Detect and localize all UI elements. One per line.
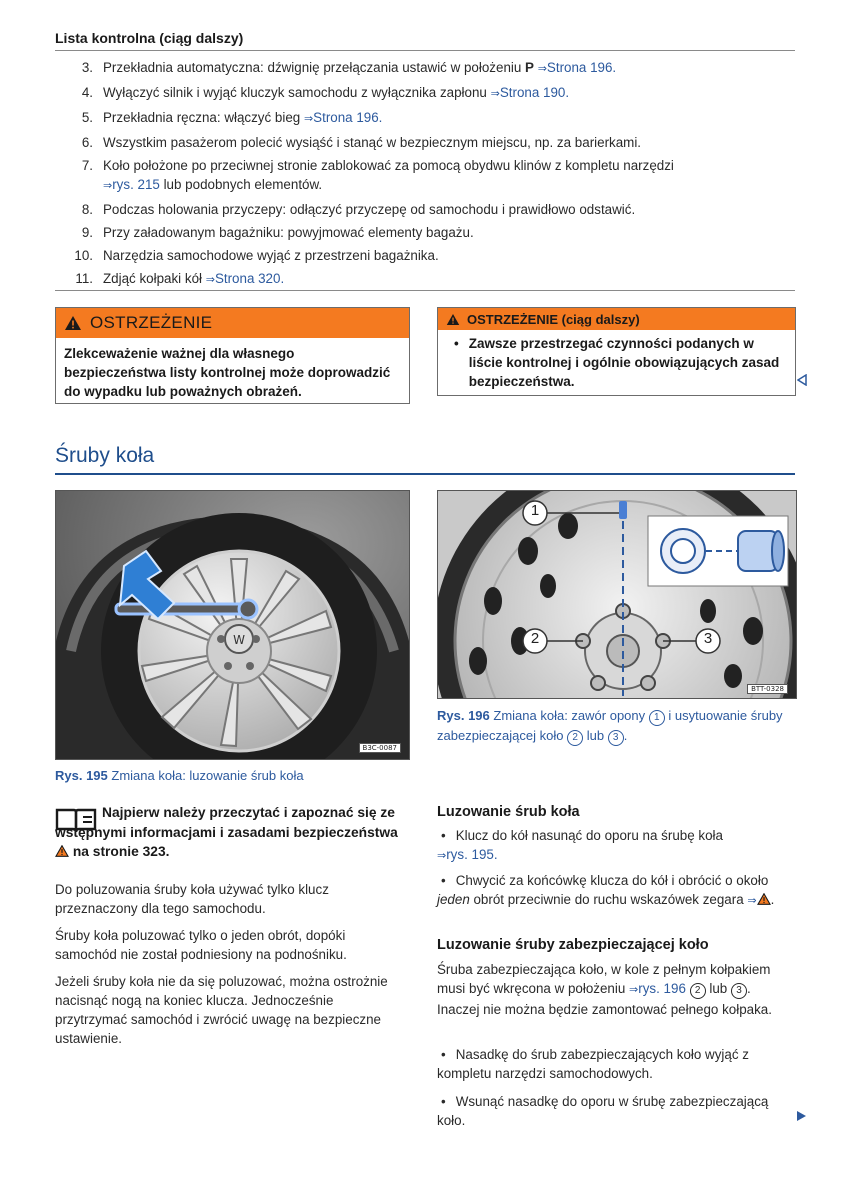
checklist-item: [55, 133, 795, 152]
paragraph-text: . Inaczej nie można będzie zamontować pełnego kołpaka.: [437, 981, 772, 1017]
steel-wheel-illustration: [438, 491, 796, 698]
bullet-text: Wsunąć nasadkę do oporu w śrubę zabezpieczającą koło.: [437, 1094, 769, 1128]
ref-arrow-icon: ⇒: [490, 88, 500, 100]
item-number: 9.: [81, 225, 93, 240]
section-divider: [55, 473, 795, 475]
callout-marker-2: 2: [530, 630, 540, 647]
item-number: 3.: [81, 60, 93, 75]
warning-triangle-icon: [64, 315, 82, 331]
bullet-text: Chwycić za końcówkę klucza do kół i obrócić o około: [455, 873, 769, 888]
ref-arrow-icon: ⇒: [629, 984, 639, 996]
callout-marker-1: 1: [530, 502, 540, 519]
checklist-item: [55, 200, 795, 219]
item-text: Podczas holowania przyczepy: odłączyć przyczepę od samochodu i prawidłowo odstawić.: [103, 202, 636, 217]
warning-title: OSTRZEŻENIE: [90, 313, 213, 332]
callout-ref-1: 1: [649, 710, 665, 726]
callout-marker-3: 3: [703, 630, 713, 647]
callout-ref-3: 3: [608, 730, 624, 746]
item-text: Zdjąć kołpaki kół: [103, 271, 206, 286]
continued-back-arrow-icon: [797, 374, 807, 386]
intro-note: [55, 803, 400, 862]
item-number: 4.: [81, 85, 93, 100]
paragraph: Jeżeli śruby koła nie da się poluzować, można ostrożnie nacisnąć nogą na koniec klucza. Jednocześnie przytrzymać samochód i zwrócić uwagę na bezpieczne ustawienie.: [55, 974, 388, 1046]
checklist-item: [55, 58, 795, 79]
item-number: 5.: [81, 110, 93, 125]
page-reference-link[interactable]: Strona 196.: [313, 110, 383, 125]
figure-196-image: [437, 490, 797, 699]
continue-next-page-arrow-icon[interactable]: [795, 1110, 807, 1122]
item-text: Wyłączyć silnik i wyjąć kluczyk samochodu z wyłącznika zapłonu: [103, 85, 491, 100]
bullet-text: Nasadkę do śrub zabezpieczających koło wyjąć z kompletu narzędzi samochodowych.: [437, 1047, 749, 1081]
callout-ref-3: 3: [731, 983, 747, 999]
svg-text:W: W: [233, 633, 245, 647]
intro-text: Najpierw należy przeczytać i zapoznać się ze wstępnymi informacjami i zasadami bezpieczeństwa: [55, 805, 398, 840]
warning-triangle-icon[interactable]: [757, 893, 771, 905]
ref-arrow-icon: ⇒: [303, 113, 314, 125]
figure-reference-link[interactable]: rys. 195.: [446, 847, 498, 862]
figure-195-caption: [55, 766, 304, 785]
paragraph: Do poluzowania śruby koła używać tylko klucz przeznaczony dla tego samochodu.: [55, 882, 329, 916]
caption-label: Rys. 195: [55, 768, 108, 783]
ref-arrow-icon: ⇒: [747, 895, 757, 907]
figure-reference-link[interactable]: rys. 215: [112, 177, 160, 192]
paragraph-text: Śruba zabezpieczająca koło, w kole z pełnym kołpakiem musi być wkręcona w położeniu: [437, 962, 771, 996]
item-number: 10.: [74, 248, 93, 263]
page-reference-link[interactable]: Strona 320.: [214, 271, 285, 286]
figure-code-label: BTT-0328: [747, 684, 788, 694]
checklist-item: [55, 246, 795, 265]
page-reference-link[interactable]: Strona 196.: [546, 60, 617, 75]
checklist-item: [55, 269, 795, 290]
figure-196-caption: Rys. 196 Zmiana koła: zawór opony 1 i usytuowanie śruby zabezpieczającej koło 2 lub 3 .: [437, 706, 787, 746]
checklist: [55, 58, 795, 294]
warning-triangle-icon: [446, 313, 460, 326]
item-text: Przy załadowanym bagażniku: powyjmować elementy bagażu.: [103, 225, 474, 240]
bullet-text: Klucz do kół nasunąć do oporu na śrubę koła: [455, 828, 723, 843]
checklist-item: [55, 83, 795, 104]
page-reference-link[interactable]: na stronie 323.: [72, 844, 170, 859]
ref-arrow-icon: ⇒: [437, 850, 447, 862]
item-text: Przekładnia ręczna: włączyć bieg: [103, 110, 304, 125]
warning-header: [56, 308, 409, 338]
item-text: Wszystkim pasażerom polecić wysiąść i stanąć w bezpiecznym miejscu, np. za barierkami.: [103, 135, 642, 150]
figure-code-label: B3C-0087: [359, 743, 401, 753]
caption-label: Rys. 196: [437, 708, 490, 723]
item-text: Narzędzia samochodowe wyjąć z przestrzeni bagażnika.: [103, 248, 439, 263]
caption-text: i usytuowanie śruby zabezpieczającej koło: [437, 708, 783, 743]
warning-triangle-icon: [55, 845, 69, 857]
warning-title: OSTRZEŻENIE (ciąg dalszy): [467, 311, 640, 327]
item-number: 8.: [81, 202, 93, 217]
item-text: Koło położone po przeciwnej stronie zablokować za pomocą obydwu klinów z kompletu narzędzi: [103, 158, 674, 173]
item-text: Przekładnia automatyczna: dźwignię przełączania ustawić w położeniu: [103, 60, 526, 75]
callout-ref-2: 2: [567, 730, 583, 746]
bullet-item: • Klucz do kół nasunąć do oporu na śrubę koła ⇒rys. 195.: [437, 828, 723, 862]
paragraph: [437, 960, 787, 1019]
bullet-item: • Wsunąć nasadkę do oporu w śrubę zabezpieczającą koło.: [437, 1094, 769, 1128]
warning-text: Zlekceważenie ważnej dla własnego bezpieczeństwa listy kontrolnej może doprowadzić do wypadku lub poważnych obrażeń.: [64, 346, 391, 399]
callout-ref-2: 2: [690, 983, 706, 999]
section-title: Śruby koła: [55, 444, 155, 467]
warning-box: [55, 307, 410, 404]
figure-195-image: [55, 490, 410, 760]
bullet-text: obrót przeciwnie do ruchu wskazówek zegara: [469, 892, 744, 907]
warning-text: Zawsze przestrzegać czynności podanych w liście kontrolnej i ogólnie obowiązujących zasad bezpieczeństwa.: [468, 336, 780, 389]
paragraph-text: lub: [709, 981, 728, 996]
subsection-heading: Luzowanie śrub koła: [437, 804, 580, 820]
caption-text: lub: [586, 728, 605, 743]
ref-arrow-icon: ⇒: [103, 180, 113, 192]
checklist-item: [55, 108, 795, 129]
warning-box-continued: [437, 307, 796, 396]
warning-bullet: • Zawsze przestrzegać czynności podanych w liście kontrolnej i ogólnie obowiązujących zasad bezpieczeństwa.: [438, 330, 795, 391]
item-number: 6.: [81, 135, 93, 150]
item-number: 7.: [81, 158, 93, 173]
subsection-heading: Luzowanie śruby zabezpieczającej koło: [437, 937, 709, 953]
item-text: lub podobnych elementów.: [159, 177, 323, 192]
checklist-item: [55, 223, 795, 242]
warning-header: [438, 308, 795, 330]
item-number: 11.: [75, 271, 93, 286]
caption-text: Zmiana koła: luzowanie śrub koła: [111, 768, 304, 783]
caption-text: Zmiana koła: zawór opony: [493, 708, 646, 723]
gear-position: P: [525, 60, 534, 75]
wheel-wrench-illustration: [56, 491, 409, 759]
checklist-item: [55, 156, 795, 196]
checklist-divider: [55, 290, 795, 291]
emphasis-text: jeden: [437, 892, 470, 907]
page-reference-link[interactable]: Strona 190.: [499, 85, 570, 100]
ref-arrow-icon: ⇒: [205, 274, 215, 286]
bullet-item: • Chwycić za końcówkę klucza do kół i obrócić o około jeden obrót przeciwnie do ruchu wskazówek zegara ⇒ .: [437, 873, 775, 907]
header-divider: [55, 50, 795, 51]
paragraph: Śruby koła poluzować tylko o jeden obrót, dopóki samochód nie został podniesiony na podnośniku.: [55, 928, 347, 962]
page-header-title: Lista kontrolna (ciąg dalszy): [55, 30, 244, 46]
bullet-item: • Nasadkę do śrub zabezpieczających koło wyjąć z kompletu narzędzi samochodowych.: [437, 1047, 749, 1081]
figure-reference-link[interactable]: rys. 196: [638, 981, 686, 996]
ref-arrow-icon: ⇒: [537, 63, 547, 75]
